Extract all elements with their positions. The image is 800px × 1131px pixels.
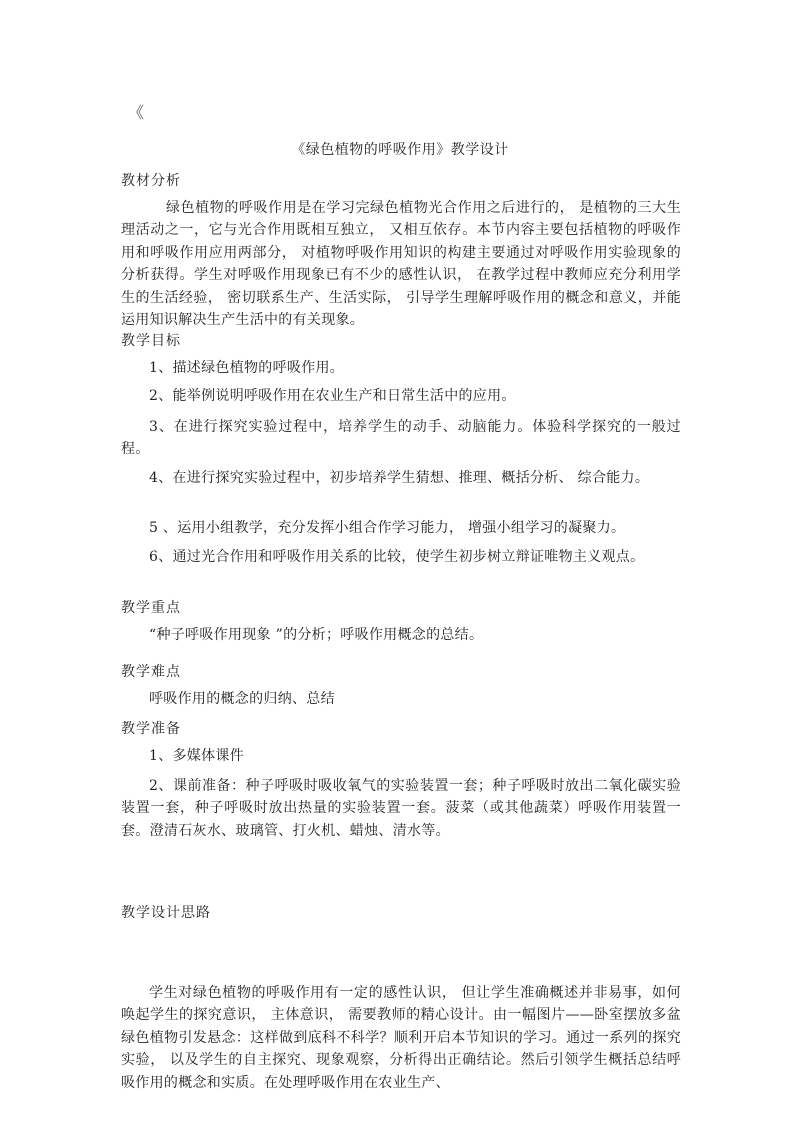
document-title: 《绿色植物的呼吸作用》教学设计 [291,142,509,158]
preparation-item-1: 1、多媒体课件 [149,748,245,764]
goal-item-5: 5 、运用小组教学，充分发挥小组合作学习能力， 增强小组学习的凝聚力。 [149,520,626,536]
goal-item-4: 4、在进行探究实验过程中，初步培养学生猜想、推理、概括分析、 综合能力。 [149,470,650,486]
heading-goals: 教学目标 [121,333,181,349]
preparation-item-2: 2、课前准备：种子呼吸时吸收氧气的实验装置一套；种子呼吸时放出二氧化碳实验装置一套，种子呼吸时放出热量的实验装置一套。菠菜（或其他蔬菜）呼吸作用装置一套。澄清石灰水、玻璃管、打火机、蜡烛、清水等。 [121,778,681,839]
heading-difficulties: 教学难点 [121,664,181,680]
analysis-paragraph: 绿色植物的呼吸作用是在学习完绿色植物光合作用之后进行的， 是植物的三大生理活动之一，它与光合作用既相互独立， 又相互依存。本节内容主要包括植物的呼吸作用和呼吸作用应用两部分， 对植物呼吸作用知识的构建主要通过对呼吸作用实验现象的分析获得。学生对呼吸作用现象已有不少的感性认识， 在教学过程中教师应充分利用学生的生活经验， 密切联系生产、生活实际， 引导学生理解呼吸作用的概念和意义，并能运用知识解决生产生活中的有关现象。 [121,200,681,329]
heading-analysis: 教材分析 [121,173,181,189]
design-paragraph: 学生对绿色植物的呼吸作用有一定的感性认识， 但让学生准确概述并非易事，如何唤起学生的探究意识， 主体意识， 需要教师的精心设计。由一幅图片——卧室摆放多盆绿色植物引发悬念：这样做到底科不科学？顺利开启本节知识的学习。通过一系列的探究实验， 以及学生的自主探究、现象观察，分析得出正确结论。然后引领学生概括总结呼吸作用的概念和实质。在处理呼吸作用在农业生产、 [121,985,681,1091]
key-points-text: “种子呼吸作用现象 ”的分析；呼吸作用概念的总结。 [149,627,484,643]
heading-preparation: 教学准备 [121,721,181,737]
opening-bracket-mark: 《 [128,103,145,122]
goal-item-2: 2、能举例说明呼吸作用在农业生产和日常生活中的应用。 [149,388,516,404]
difficulties-text: 呼吸作用的概念的归纳、总结 [149,691,335,707]
goal-item-1: 1、描述绿色植物的呼吸作用。 [149,360,345,376]
goal-item-3: 3、在进行探究实验过程中，培养学生的动手、动脑能力。体验科学探究的一般过程。 [121,419,681,458]
heading-key-points: 教学重点 [121,600,181,616]
goal-item-6: 6、通过光合作用和呼吸作用关系的比较，使学生初步树立辩证唯物主义观点。 [149,549,645,565]
heading-design: 教学设计思路 [121,905,211,921]
